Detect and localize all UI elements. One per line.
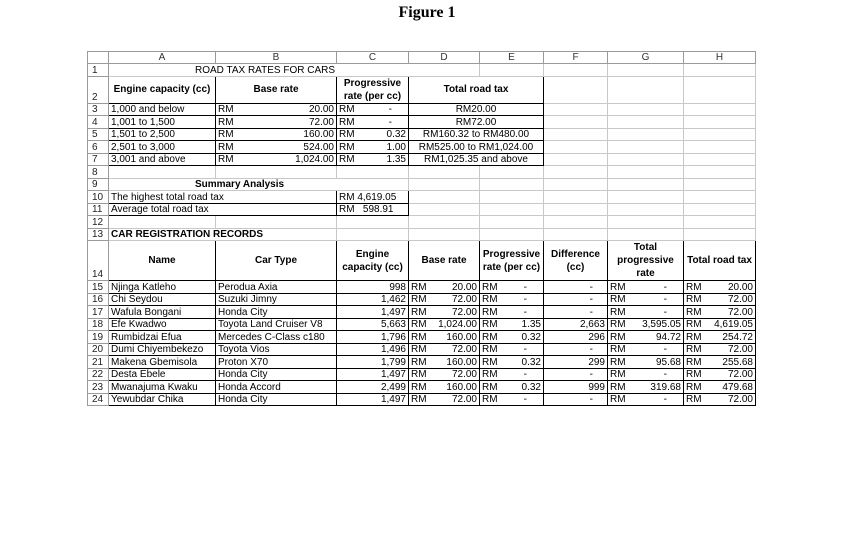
table-row [88,318,756,331]
row-number[interactable]: 4 [88,116,109,129]
total-road-tax-range[interactable]: RM1,025.35 and above [409,153,544,166]
table-row [88,368,756,381]
owner-name[interactable]: Dumi Chiyembekezo [109,343,216,356]
engine-cc[interactable]: 1,496 [337,343,409,356]
total-road-tax[interactable]: RM 20.00 [684,281,756,294]
row-number[interactable]: 22 [88,368,109,381]
row-number[interactable]: 15 [88,281,109,294]
total-progressive-rate[interactable]: RM - [608,293,684,306]
car-type[interactable]: Toyota Vios [216,343,337,356]
row-number[interactable]: 3 [88,103,109,116]
records-title[interactable]: CAR REGISTRATION RECORDS [109,228,337,241]
total-road-tax[interactable]: RM 254.72 [684,331,756,344]
owner-name[interactable]: Chi Seydou [109,293,216,306]
base-rate-cell[interactable]: RM 72.00 [216,116,337,129]
row-number[interactable]: 5 [88,128,109,141]
table-row [88,281,756,294]
row-2 [88,76,756,103]
owner-name[interactable]: Wafula Bongani [109,306,216,319]
progressive-rate[interactable]: RM - [480,343,544,356]
base-rate[interactable]: RM 72.00 [409,368,480,381]
difference-cc[interactable]: - [544,343,608,356]
base-rate[interactable]: RM 160.00 [409,331,480,344]
car-type[interactable]: Honda Accord [216,381,337,394]
row-number[interactable]: 17 [88,306,109,319]
corner-cell[interactable] [88,52,109,64]
row-11: 11 Average total road tax RM 598.91 [88,203,756,216]
base-rate-cell[interactable]: RM 1,024.00 [216,153,337,166]
rate-row [88,116,756,129]
row-14: 14 Name Car Type Engine capacity (cc) Base rate Progressive rate (per cc) Difference (cc) Total progressive rate Total road tax [88,241,756,281]
engine-cc[interactable]: 1,796 [337,331,409,344]
owner-name[interactable]: Makena Gbemisola [109,356,216,369]
total-progressive-rate[interactable]: RM 95.68 [608,356,684,369]
row-number[interactable]: 7 [88,153,109,166]
car-type[interactable]: Toyota Land Cruiser V8 [216,318,337,331]
progressive-rate[interactable]: RM - [480,368,544,381]
car-type[interactable]: Honda City [216,306,337,319]
total-road-tax-range[interactable]: RM20.00 [409,103,544,116]
difference-cc[interactable]: - [544,306,608,319]
difference-cc[interactable]: - [544,281,608,294]
total-road-tax[interactable]: RM 72.00 [684,343,756,356]
column-header[interactable]: F [544,52,608,64]
row-1 [88,64,756,77]
difference-cc[interactable]: - [544,368,608,381]
header-base[interactable]: Base rate [409,241,480,281]
column-header[interactable]: B [216,52,337,64]
progressive-rate[interactable]: RM - [480,293,544,306]
row-number[interactable]: 20 [88,343,109,356]
total-road-tax[interactable]: RM 72.00 [684,306,756,319]
car-type[interactable]: Honda City [216,393,337,406]
base-rate[interactable]: RM 160.00 [409,356,480,369]
car-type[interactable]: Perodua Axia [216,281,337,294]
total-road-tax[interactable]: RM 479.68 [684,381,756,394]
total-road-tax-range[interactable]: RM160.32 to RM480.00 [409,128,544,141]
rate-row [88,103,756,116]
header-car-type[interactable]: Car Type [216,241,337,281]
car-type[interactable]: Mercedes C-Class c180 [216,331,337,344]
car-type[interactable]: Proton X70 [216,356,337,369]
rate-row [88,141,756,154]
engine-cc[interactable]: 1,497 [337,306,409,319]
owner-name[interactable]: Mwanajuma Kwaku [109,381,216,394]
total-progressive-rate[interactable]: RM 3,595.05 [608,318,684,331]
row-number[interactable]: 18 [88,318,109,331]
row-number[interactable]: 23 [88,381,109,394]
row-number[interactable]: 16 [88,293,109,306]
owner-name[interactable]: Efe Kwadwo [109,318,216,331]
row-10: 10 The highest total road tax RM 4,619.05 [88,191,756,204]
progressive-rate[interactable]: RM - [480,306,544,319]
header-total-road-tax[interactable]: Total road tax [409,76,544,103]
average-tax-value[interactable]: RM 598.91 [337,203,409,216]
figure-title: Figure 1 [398,4,456,21]
row-number[interactable]: 21 [88,356,109,369]
progressive-rate[interactable]: RM - [480,281,544,294]
difference-cc[interactable]: 2,663 [544,318,608,331]
difference-cc[interactable]: - [544,293,608,306]
average-tax-label[interactable]: Average total road tax [109,203,337,216]
total-progressive-rate[interactable]: RM 319.68 [608,381,684,394]
progressive-rate[interactable]: RM 1.35 [480,318,544,331]
highest-tax-label[interactable]: The highest total road tax [109,191,337,204]
table-row [88,381,756,394]
base-rate-cell[interactable]: RM 20.00 [216,103,337,116]
owner-name[interactable]: Desta Ebele [109,368,216,381]
total-progressive-rate[interactable]: RM 94.72 [608,331,684,344]
car-type[interactable]: Honda City [216,368,337,381]
engine-cc[interactable]: 1,497 [337,368,409,381]
base-rate-cell[interactable]: RM 524.00 [216,141,337,154]
table-row [88,393,756,406]
engine-range[interactable]: 1,001 to 1,500 [109,116,216,129]
row-8: 8 [88,166,756,179]
total-progressive-rate[interactable]: RM - [608,281,684,294]
car-type[interactable]: Suzuki Jimny [216,293,337,306]
engine-cc[interactable]: 998 [337,281,409,294]
table-row [88,356,756,369]
base-rate[interactable]: RM 72.00 [409,306,480,319]
total-road-tax[interactable]: RM 255.68 [684,356,756,369]
table-row [88,343,756,356]
total-road-tax[interactable]: RM 4,619.05 [684,318,756,331]
table-row [88,331,756,344]
row-number[interactable]: 24 [88,393,109,406]
progressive-rate[interactable]: RM 0.32 [480,356,544,369]
row-13: 13 CAR REGISTRATION RECORDS [88,228,756,241]
total-progressive-rate[interactable]: RM - [608,368,684,381]
header-engine[interactable]: Engine capacity (cc) [337,241,409,281]
rate-row [88,128,756,141]
table-row [88,293,756,306]
engine-range[interactable]: 1,000 and below [109,103,216,116]
total-progressive-rate[interactable]: RM - [608,306,684,319]
base-rate[interactable]: RM 72.00 [409,293,480,306]
row-9: 9 Summary Analysis [88,178,756,191]
engine-cc[interactable]: 1,799 [337,356,409,369]
difference-cc[interactable]: 299 [544,356,608,369]
column-header[interactable]: C [337,52,409,64]
header-name[interactable]: Name [109,241,216,281]
rates-title[interactable]: ROAD TAX RATES FOR CARS [109,64,480,77]
column-header[interactable]: H [684,52,756,64]
header-engine-capacity[interactable]: Engine capacity (cc) [109,76,216,103]
header-total-road-tax[interactable]: Total road tax [684,241,756,281]
difference-cc[interactable]: 999 [544,381,608,394]
owner-name[interactable]: Rumbidzai Efua [109,331,216,344]
total-road-tax[interactable]: RM 72.00 [684,393,756,406]
total-road-tax[interactable]: RM 72.00 [684,368,756,381]
progressive-rate-cell[interactable]: RM - [337,116,409,129]
progressive-rate[interactable]: RM 0.32 [480,381,544,394]
base-rate[interactable]: RM 72.00 [409,343,480,356]
header-progressive-rate[interactable]: Progressive rate (per cc) [337,76,409,103]
engine-cc[interactable]: 1,497 [337,393,409,406]
spreadsheet [87,51,756,406]
column-header-row [88,52,756,64]
progressive-rate[interactable]: RM 0.32 [480,331,544,344]
base-rate[interactable]: RM 160.00 [409,381,480,394]
column-header[interactable]: D [409,52,480,64]
base-rate-cell[interactable]: RM 160.00 [216,128,337,141]
total-progressive-rate[interactable]: RM - [608,393,684,406]
total-road-tax[interactable]: RM 72.00 [684,293,756,306]
base-rate[interactable]: RM 1,024.00 [409,318,480,331]
header-base-rate[interactable]: Base rate [216,76,337,103]
column-header[interactable]: G [608,52,684,64]
difference-cc[interactable]: 296 [544,331,608,344]
difference-cc[interactable]: - [544,393,608,406]
engine-range[interactable]: 3,001 and above [109,153,216,166]
total-progressive-rate[interactable]: RM - [608,343,684,356]
engine-range[interactable]: 2,501 to 3,000 [109,141,216,154]
engine-cc[interactable]: 5,663 [337,318,409,331]
row-number[interactable]: 2 [88,76,109,103]
header-total-progressive[interactable]: Total progressive rate [608,241,684,281]
total-road-tax-range[interactable]: RM525.00 to RM1,024.00 [409,141,544,154]
engine-cc[interactable]: 1,462 [337,293,409,306]
header-progressive[interactable]: Progressive rate (per cc) [480,241,544,281]
table-row [88,306,756,319]
column-header[interactable]: E [480,52,544,64]
header-difference[interactable]: Difference (cc) [544,241,608,281]
column-header[interactable]: A [109,52,216,64]
owner-name[interactable]: Njinga Katleho [109,281,216,294]
base-rate[interactable]: RM 72.00 [409,393,480,406]
row-number[interactable]: 6 [88,141,109,154]
row-number[interactable]: 19 [88,331,109,344]
progressive-rate-cell[interactable]: RM 0.32 [337,128,409,141]
base-rate[interactable]: RM 20.00 [409,281,480,294]
owner-name[interactable]: Yewubdar Chika [109,393,216,406]
progressive-rate-cell[interactable]: RM - [337,103,409,116]
engine-range[interactable]: 1,501 to 2,500 [109,128,216,141]
progressive-rate[interactable]: RM - [480,393,544,406]
row-12: 12 [88,216,756,229]
engine-cc[interactable]: 2,499 [337,381,409,394]
summary-title[interactable]: Summary Analysis [109,178,409,191]
total-road-tax-range[interactable]: RM72.00 [409,116,544,129]
highest-tax-value[interactable]: RM 4,619.05 [337,191,409,204]
row-number[interactable]: 1 [88,64,109,77]
progressive-rate-cell[interactable]: RM 1.00 [337,141,409,154]
rate-row [88,153,756,166]
progressive-rate-cell[interactable]: RM 1.35 [337,153,409,166]
